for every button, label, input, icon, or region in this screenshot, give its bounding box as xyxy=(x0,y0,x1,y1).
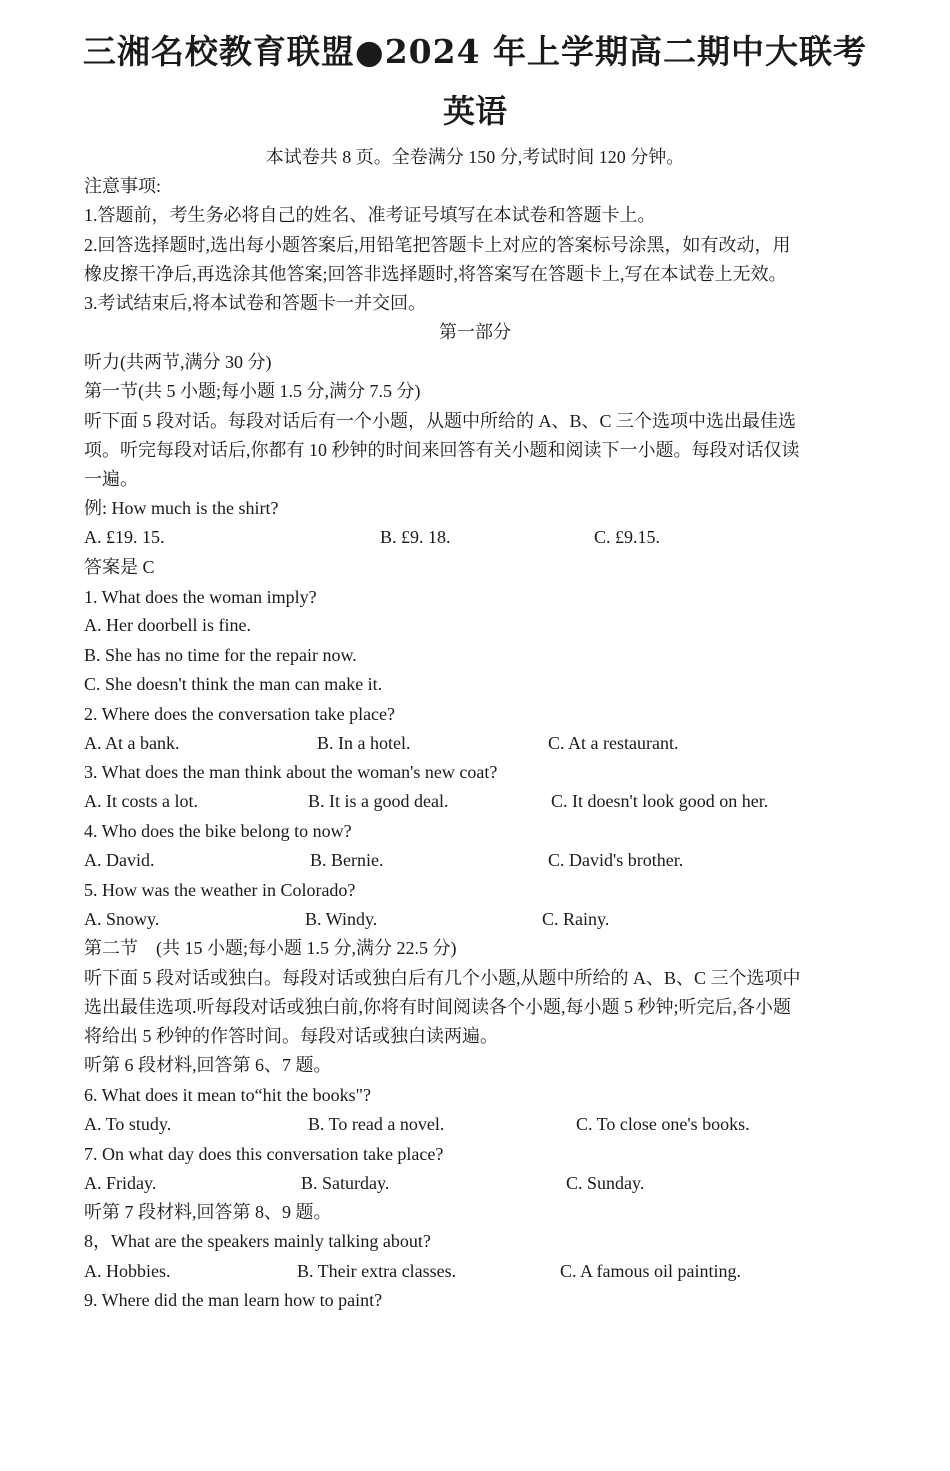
question-8: 8，What are the speakers mainly talking about? xyxy=(84,1231,431,1251)
note-item-2-line-2: 橡皮擦干净后,再选涂其他答案;回答非选择题时,将答案写在答题卡上,写在本试卷上无效。 xyxy=(84,264,787,284)
question-1-option-c: C. She doesn't think the man can make it. xyxy=(84,674,383,694)
note-item-3: 3.考试结束后,将本试卷和答题卡一并交回。 xyxy=(84,293,426,313)
question-8-option-c: C. A famous oil painting. xyxy=(560,1261,742,1281)
example-question: 例: How much is the shirt? xyxy=(84,498,279,518)
example-option-b: B. £9. 18. xyxy=(380,527,451,547)
question-1: 1. What does the woman imply? xyxy=(84,587,317,607)
question-8-option-b: B. Their extra classes. xyxy=(297,1261,457,1281)
section-one-heading: 第一节(共 5 小题;每小题 1.5 分,满分 7.5 分) xyxy=(84,381,421,401)
question-6-option-a: A. To study. xyxy=(84,1114,172,1134)
question-6-option-c: C. To close one's books. xyxy=(576,1114,750,1134)
question-9: 9. Where did the man learn how to paint? xyxy=(84,1290,383,1310)
example-option-a: A. £19. 15. xyxy=(84,527,165,547)
question-8-options xyxy=(84,1257,884,1286)
question-1-option-a: A. Her doorbell is fine. xyxy=(84,615,251,635)
question-8-option-a: A. Hobbies. xyxy=(84,1261,171,1281)
question-7-option-c: C. Sunday. xyxy=(566,1173,645,1193)
section-two-instruction-line-1: 听下面 5 段对话或独白。每段对话或独白后有几个小题,从题中所给的 A、B、C 三个选项中 xyxy=(84,968,801,988)
question-5-options xyxy=(84,905,884,934)
note-item-2-line-1: 2.回答选择题时,选出每小题答案后,用铅笔把答题卡上对应的答案标号涂黑，如有改动，用 xyxy=(84,235,791,255)
question-7-option-a: A. Friday. xyxy=(84,1173,157,1193)
question-6-options xyxy=(84,1110,884,1139)
note-item-1: 1.答题前，考生务必将自己的姓名、准考证号填写在本试卷和答题卡上。 xyxy=(84,205,656,225)
question-7-option-b: B. Saturday. xyxy=(301,1173,390,1193)
example-options xyxy=(84,523,884,552)
section-two-instruction-line-3: 将给出 5 秒钟的作答时间。每段对话或独白读两遍。 xyxy=(84,1026,498,1046)
material-6-heading: 听第 6 段材料,回答第 6、7 题。 xyxy=(84,1055,332,1075)
notes-heading: 注意事项: xyxy=(84,176,162,196)
listening-heading: 听力(共两节,满分 30 分) xyxy=(84,352,272,372)
question-3: 3. What does the man think about the woman's new coat? xyxy=(84,762,498,782)
subject-title: 英语 xyxy=(442,92,507,130)
example-option-c: C. £9.15. xyxy=(594,527,661,547)
question-2: 2. Where does the conversation take place? xyxy=(84,704,396,724)
section-one-instruction-line-3: 一遍。 xyxy=(84,469,138,489)
section-one-instruction-line-2: 项。听完每段对话后,你都有 10 秒钟的时间来回答有关小题和阅读下一小题。每段对话仅读 xyxy=(84,440,800,460)
exam-intro: 本试卷共 8 页。全卷满分 150 分,考试时间 120 分钟。 xyxy=(265,147,685,167)
question-7: 7. On what day does this conversation take place? xyxy=(84,1144,444,1164)
question-4: 4. Who does the bike belong to now? xyxy=(84,821,352,841)
question-4-options xyxy=(84,846,884,875)
material-7-heading: 听第 7 段材料,回答第 8、9 题。 xyxy=(84,1202,332,1222)
section-one-instruction-line-1: 听下面 5 段对话。每段对话后有一个小题，从题中所给的 A、B、C 三个选项中选出最佳选 xyxy=(84,411,797,431)
question-6-option-b: B. To read a novel. xyxy=(308,1114,445,1134)
question-4-option-c: C. David's brother. xyxy=(548,850,684,870)
question-4-option-a: A. David. xyxy=(84,850,155,870)
part-one-title: 第一部分 xyxy=(439,322,511,342)
example-answer: 答案是 C xyxy=(84,557,155,577)
question-3-option-b: B. It is a good deal. xyxy=(308,791,449,811)
question-2-option-a: A. At a bank. xyxy=(84,733,180,753)
question-7-options xyxy=(84,1169,884,1198)
section-two-instruction-line-2: 选出最佳选项.听每段对话或独白前,你将有时间阅读各个小题,每小题 5 秒钟;听完后,各小题 xyxy=(84,997,791,1017)
question-3-option-c: C. It doesn't look good on her. xyxy=(551,791,769,811)
question-5-option-b: B. Windy. xyxy=(305,909,378,929)
question-3-option-a: A. It costs a lot. xyxy=(84,791,198,811)
question-6: 6. What does it mean to“hit the books"? xyxy=(84,1085,371,1105)
question-2-option-b: B. In a hotel. xyxy=(317,733,411,753)
question-3-options xyxy=(84,787,884,816)
section-two-heading: 第二节 (共 15 小题;每小题 1.5 分,满分 22.5 分) xyxy=(84,938,457,958)
question-1-option-b: B. She has no time for the repair now. xyxy=(84,645,357,665)
question-5-option-a: A. Snowy. xyxy=(84,909,160,929)
question-5: 5. How was the weather in Colorado? xyxy=(84,880,356,900)
question-5-option-c: C. Rainy. xyxy=(542,909,610,929)
question-2-option-c: C. At a restaurant. xyxy=(548,733,679,753)
question-2-options xyxy=(84,729,884,758)
question-4-option-b: B. Bernie. xyxy=(310,850,384,870)
exam-title: 三湘名校教育联盟●2024 年上学期高二期中大联考 xyxy=(82,32,868,71)
